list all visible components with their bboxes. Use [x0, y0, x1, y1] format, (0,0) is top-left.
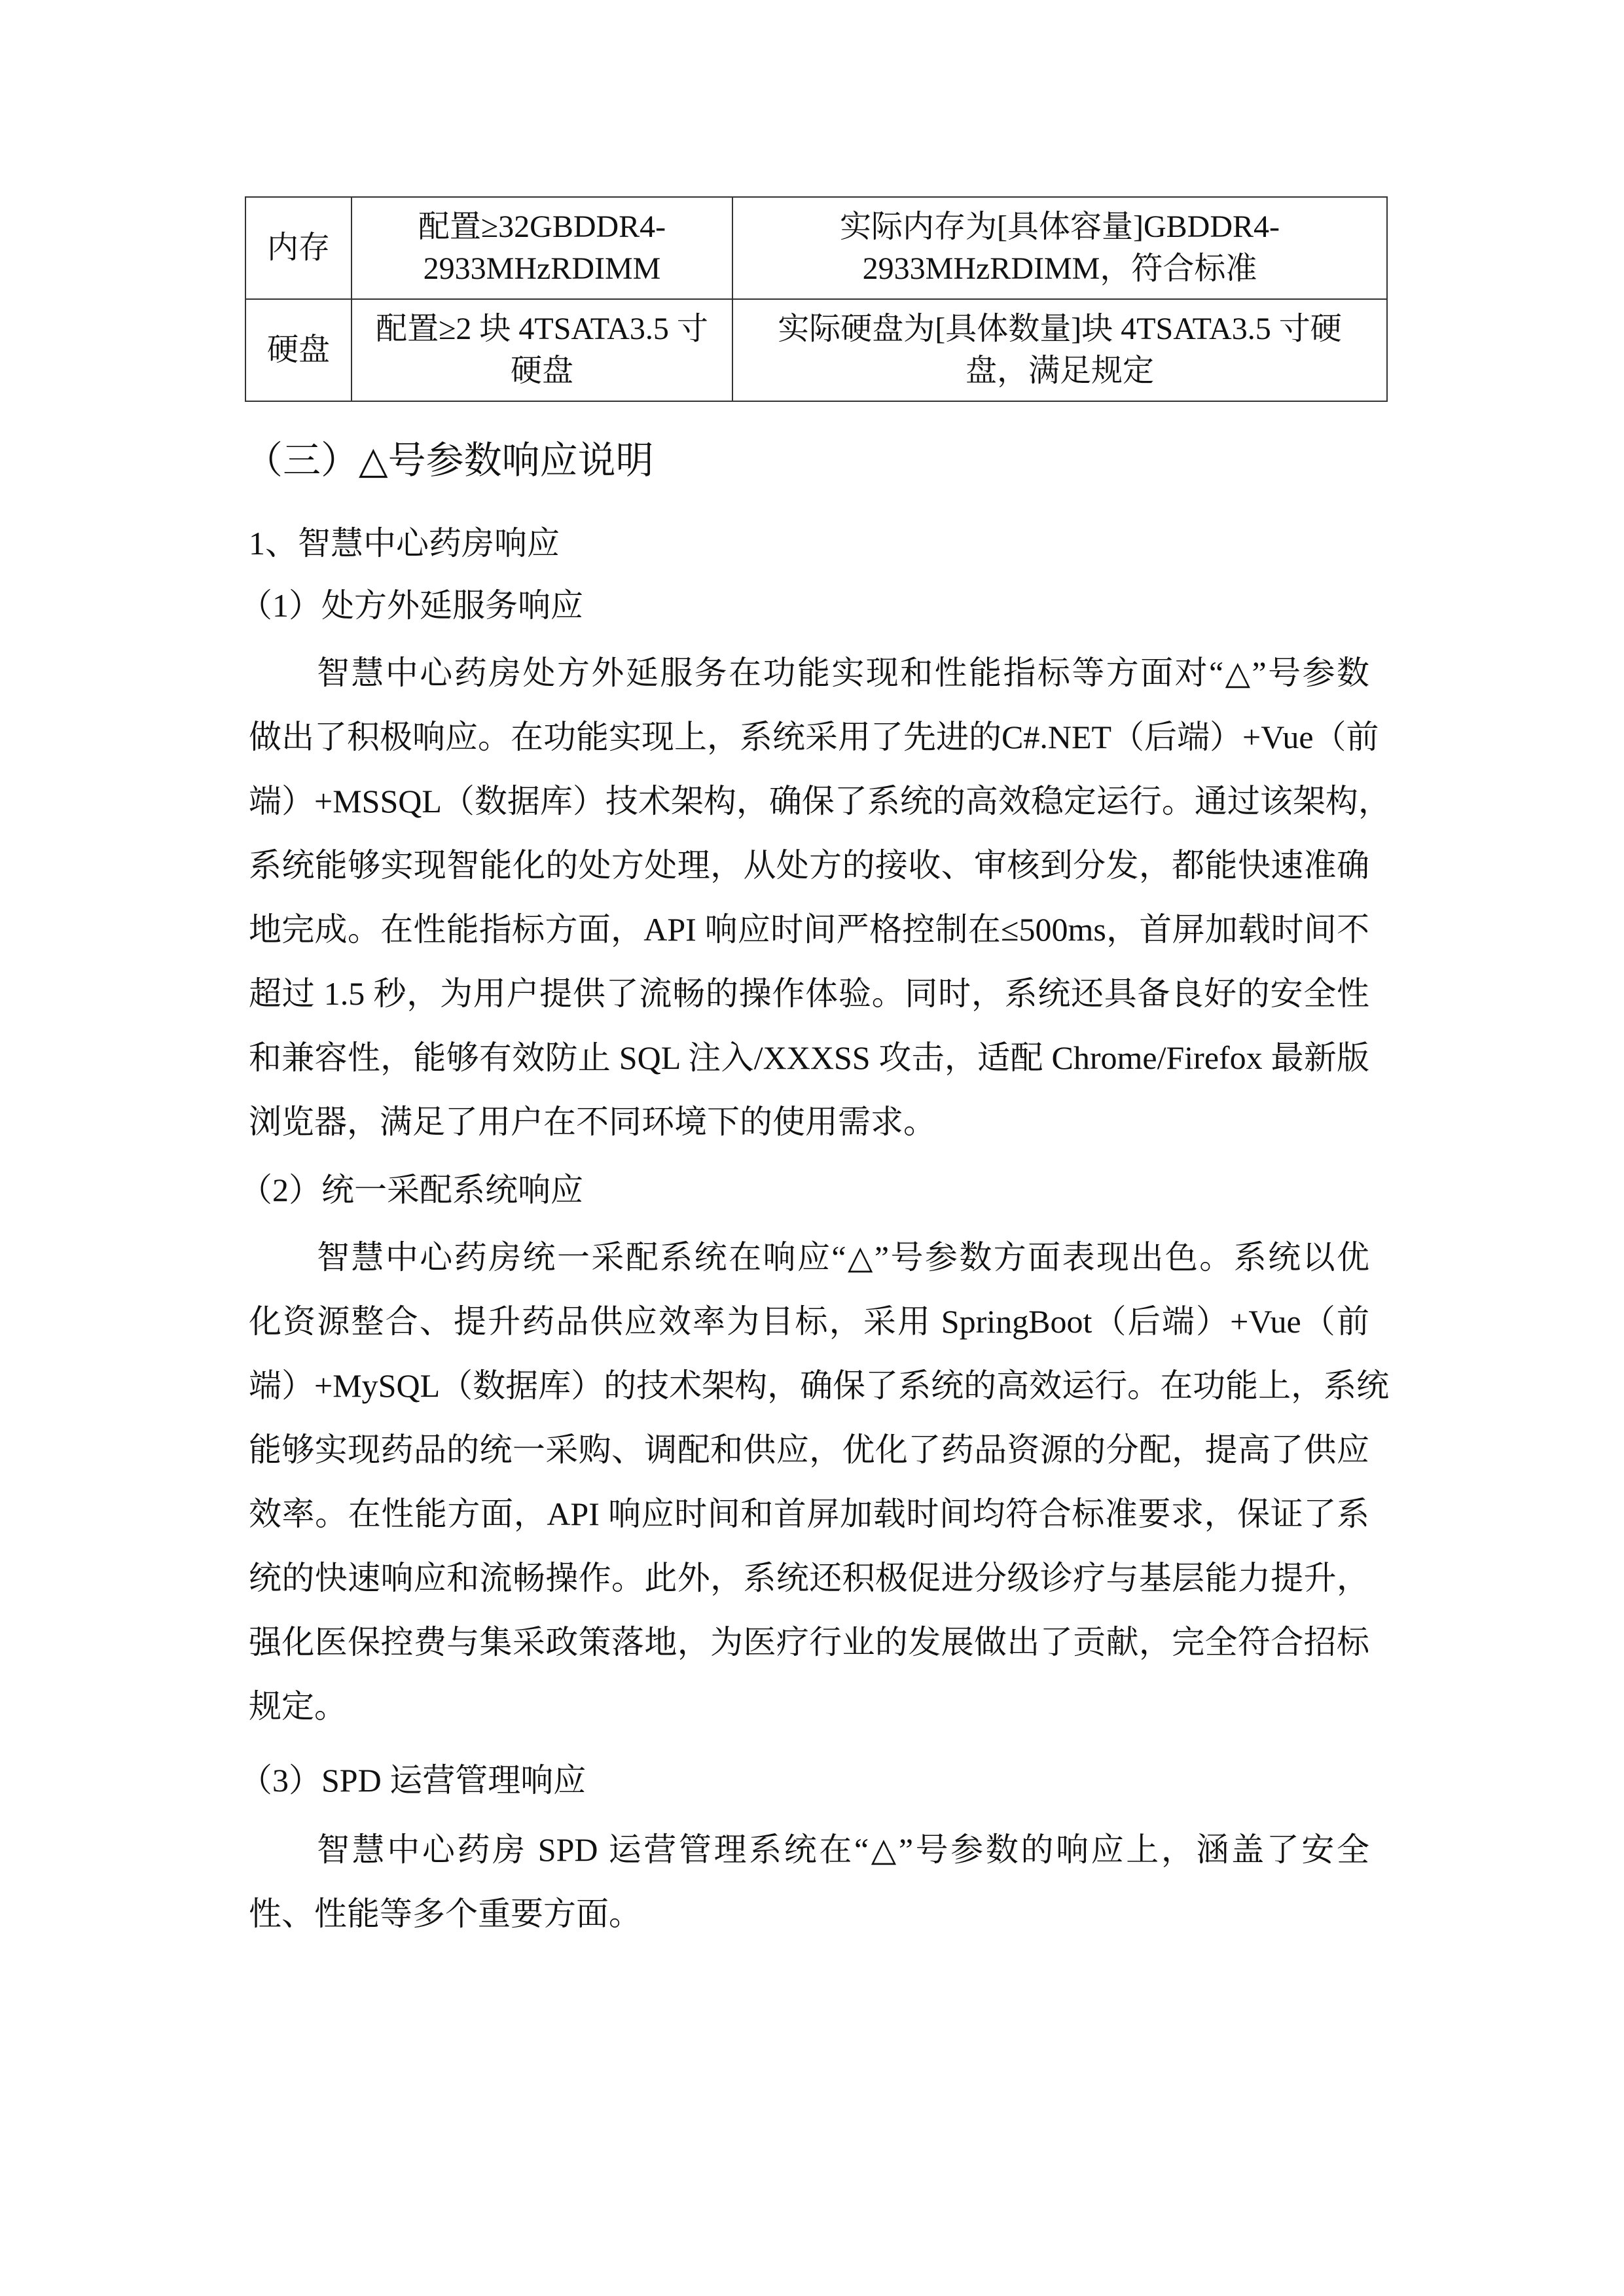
section-title: （1）处方外延服务响应 — [240, 587, 583, 624]
paragraph-line: 端）+MSSQL（数据库）技术架构，确保了系统的高效稳定运行。通过该架构， — [249, 783, 1391, 819]
section-heading: （三）△号参数响应说明 — [245, 439, 654, 482]
paragraph-line: 智慧中心药房统一采配系统在响应“△”号参数方面表现出色。系统以优 — [317, 1239, 1369, 1276]
paragraph-line: 智慧中心药房 SPD 运营管理系统在“△”号参数的响应上，涵盖了安全 — [317, 1831, 1369, 1868]
paragraph-line: 端）+MySQL（数据库）的技术架构，确保了系统的高效运行。在功能上，系统 — [249, 1367, 1390, 1404]
paragraph-line: 化资源整合、提升药品供应效率为目标，采用 SpringBoot（后端）+Vue（前 — [249, 1303, 1369, 1340]
section-title: （3）SPD 运营管理响应 — [240, 1762, 586, 1799]
paragraph-line: 和兼容性，能够有效防止 SQL 注入/XXXSS 攻击，适配 Chrome/Firefox 最新版 — [249, 1039, 1369, 1076]
paragraph-line: 性、性能等多个重要方面。 — [249, 1895, 641, 1932]
paragraph-line: 超过 1.5 秒，为用户提供了流畅的操作体验。同时，系统还具备良好的安全性 — [249, 975, 1369, 1012]
paragraph-line: 统的快速响应和流畅操作。此外，系统还积极促进分级诊疗与基层能力提升， — [249, 1560, 1369, 1596]
subheading: 1、智慧中心药房响应 — [249, 525, 560, 562]
item-cell: 硬盘 — [245, 299, 352, 401]
paragraph-line: 浏览器，满足了用户在不同环境下的使用需求。 — [249, 1103, 936, 1140]
cell-line: 配置≥2 块 4TSATA3.5 寸 — [376, 312, 708, 346]
requirement-cell — [352, 197, 732, 299]
requirement-cell — [352, 299, 732, 401]
cell-line: 硬盘 — [510, 353, 573, 388]
cell-line: 配置≥32GBDDR4- — [418, 209, 666, 244]
cell-line: 2933MHzRDIMM，符合标准 — [862, 251, 1257, 286]
section-title: （2）统一采配系统响应 — [240, 1172, 583, 1208]
paragraph-line: 地完成。在性能指标方面，API 响应时间严格控制在≤500ms，首屏加载时间不 — [249, 911, 1369, 948]
paragraph-line: 规定。 — [249, 1688, 347, 1725]
paragraph-line: 效率。在性能方面，API 响应时间和首屏加载时间均符合标准要求，保证了系 — [249, 1496, 1369, 1532]
cell-line: 2933MHzRDIMM — [423, 251, 661, 286]
paragraph-line: 智慧中心药房处方外延服务在功能实现和性能指标等方面对“△”号参数 — [317, 655, 1369, 691]
spec-table — [245, 196, 1388, 402]
table-row — [245, 299, 1387, 401]
paragraph-line: 做出了积极响应。在功能实现上，系统采用了先进的C#.NET（后端）+Vue（前 — [249, 719, 1379, 755]
cell-line: 盘，满足规定 — [965, 353, 1154, 388]
response-cell — [732, 197, 1387, 299]
table-row — [245, 197, 1387, 299]
paragraph-line: 系统能够实现智能化的处方处理，从处方的接收、审核到分发，都能快速准确 — [249, 847, 1369, 884]
paragraph-line: 强化医保控费与集采政策落地，为医疗行业的发展做出了贡献，完全符合招标 — [249, 1624, 1369, 1660]
cell-line: 实际硬盘为[具体数量]块 4TSATA3.5 寸硬 — [778, 312, 1342, 346]
cell-line: 实际内存为[具体容量]GBDDR4- — [840, 209, 1280, 244]
paragraph-line: 能够实现药品的统一采购、调配和供应，优化了药品资源的分配，提高了供应 — [249, 1431, 1369, 1468]
item-cell: 内存 — [245, 197, 352, 299]
response-cell — [732, 299, 1387, 401]
